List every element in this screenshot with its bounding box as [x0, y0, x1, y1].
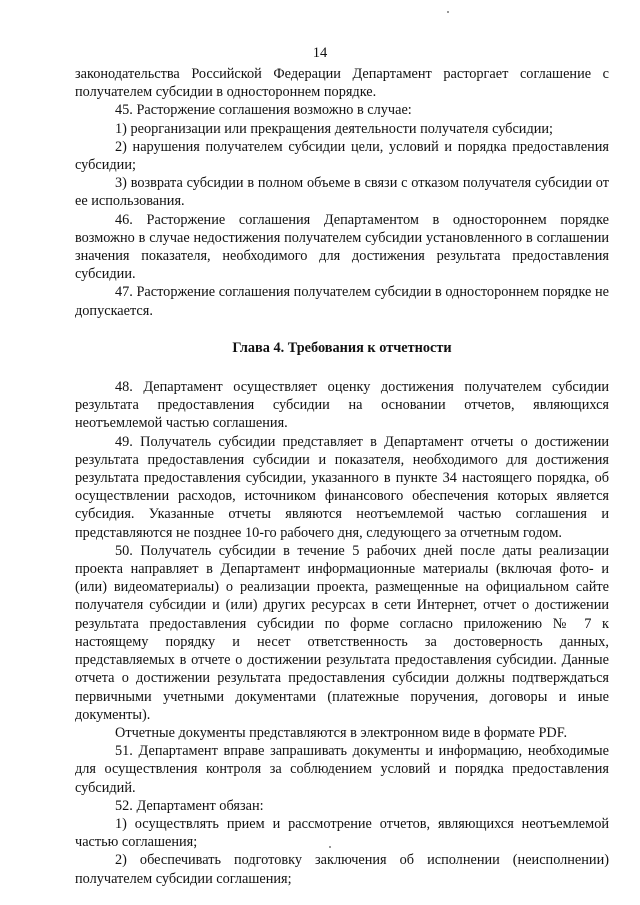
document-body — [75, 65, 609, 888]
paragraph: Отчетные документы представляются в электронном виде в формате PDF. — [115, 724, 568, 741]
chapter-title: Глава 4. Требования к отчетности — [232, 339, 452, 356]
scan-speck — [329, 846, 331, 848]
paragraph: 47. Расторжение соглашения получателем субсидии в одностороннем порядке не допускается. — [75, 284, 609, 319]
paragraph: 51. Департамент вправе запрашивать документы и информацию, необходимые для осуществления контроля за соблюдением условий и порядка предоставления субсидий. — [75, 743, 609, 796]
paragraph: 2) нарушения получателем субсидии цели, условий и порядка предоставления субсидии; — [75, 138, 609, 174]
paragraph: 50. Получатель субсидии в течение 5 рабочих дней после даты реализации проекта направляет в Департамент информационные материалы (включая фото- и (или) видеоматериалы) о реализации проекта, размещенные на официальном сайте получателя субсидии и (или) других ресурсах в сети Интернет, отчет о достижении результата предоставления субсидии по форме согласно приложению № 7 к настоящему порядку и несет ответственность за достоверность данных, представляемых в отчете о достижении результата предоставления субсидии. Данные отчета о достижении результата предоставления субсидии должны подтверждаться первичными учетными документами (платежные поручения, договоры и иные документы). — [75, 542, 609, 723]
paragraph: законодательства Российской Федерации Департамент расторгает соглашение с получателем субсидии в одностороннем порядке. — [75, 66, 609, 101]
paragraph: 3) возврата субсидии в полном объеме в связи с отказом получателя субсидии от ее использования. — [75, 175, 609, 210]
paragraph: 1) осуществлять прием и рассмотрение отчетов, являющихся неотъемлемой частью соглашения; — [75, 815, 609, 851]
paragraph: 2) обеспечивать подготовку заключения об исполнении (неисполнении) получателем субсидии соглашения; — [75, 852, 609, 887]
paragraph: 49. Получатель субсидии представляет в Департамент отчеты о достижении результата предоставления субсидии и показателя, необходимого для достижения результата предоставления субсидии, указанного в пункте 34 настоящего порядка, об осуществлении расходов, источником финансового обеспечения которых является субсидия. Указанные отчеты являются неотъемлемой частью соглашения и представляются не позднее 10-го рабочего дня, следующего за отчетным годом. — [75, 433, 609, 541]
paragraphs-before-chapter — [75, 65, 609, 320]
page-number: 14 — [312, 45, 328, 61]
paragraphs-after-chapter — [75, 378, 609, 888]
paragraph: 52. Департамент обязан: — [115, 797, 264, 814]
paragraph: 48. Департамент осуществляет оценку достижения получателем субсидии результата предоставления субсидии на основании отчетов, являющихся неотъемлемой частью соглашения. — [75, 379, 609, 432]
paragraph: 1) реорганизации или прекращения деятельности получателя субсидии; — [115, 120, 554, 137]
paragraph: 46. Расторжение соглашения Департаментом в одностороннем порядке возможно в случае недостижения получателем субсидии установленного в соглашении значения показателя, необходимого для достижения результата предоставления субсидии. — [75, 211, 609, 283]
scan-speck — [447, 11, 449, 13]
paragraph: 45. Расторжение соглашения возможно в случае: — [115, 102, 412, 119]
